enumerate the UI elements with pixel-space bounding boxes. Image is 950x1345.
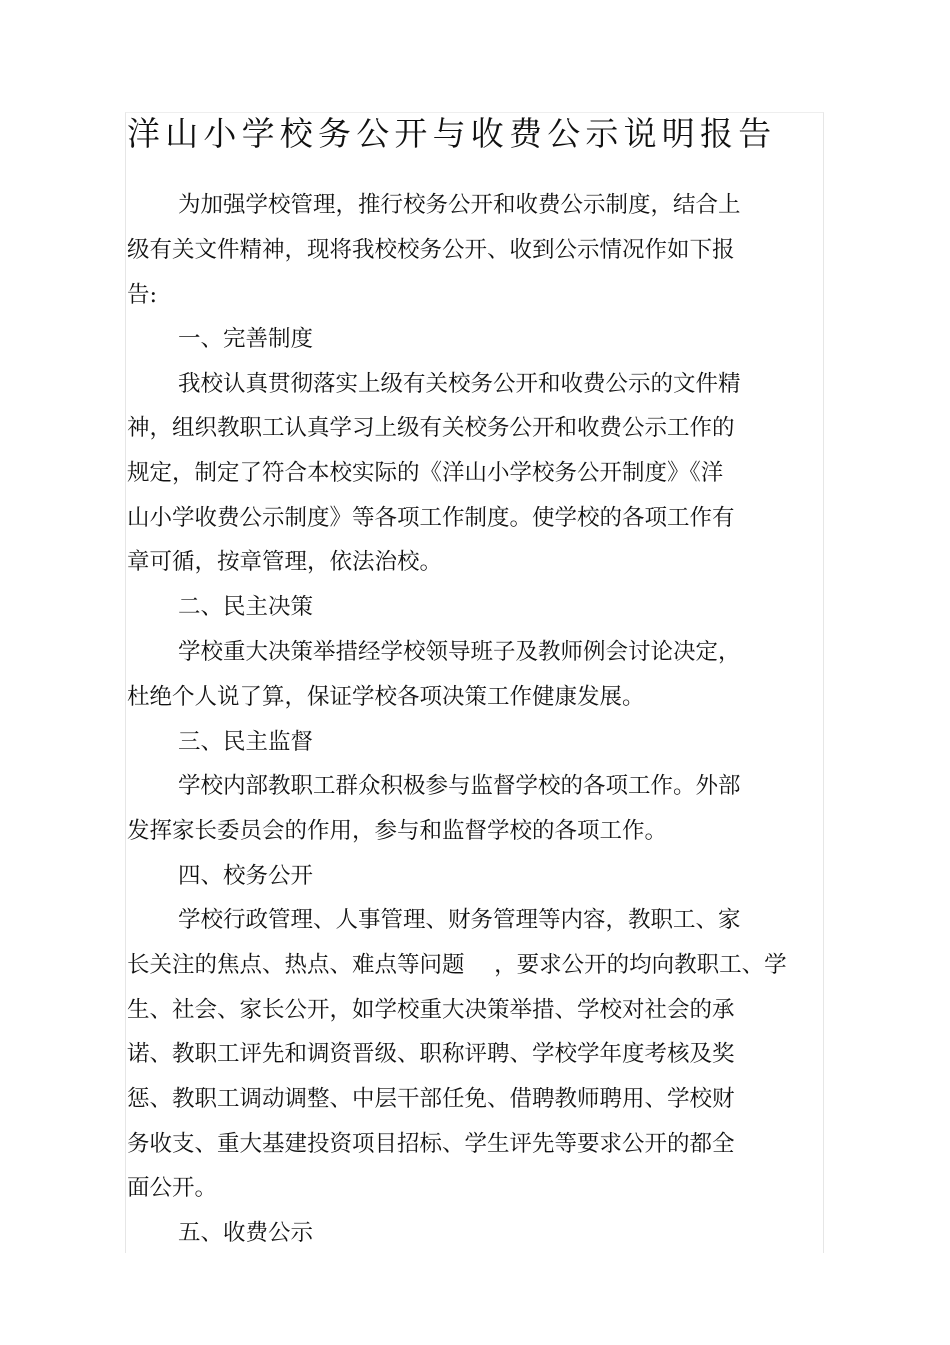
document-title: 洋山小学校务公开与收费公示说明报告 bbox=[127, 114, 777, 153]
paragraph-line: 惩、教职工调动调整、中层干部任免、借聘教师聘用、学校财 bbox=[127, 1086, 735, 1112]
paragraph-line: 我校认真贯彻落实上级有关校务公开和收费公示的文件精 bbox=[178, 371, 741, 397]
paragraph-line: 学校内部教职工群众积极参与监督学校的各项工作。外部 bbox=[178, 773, 741, 799]
section-heading: 三、民主监督 bbox=[178, 729, 314, 755]
paragraph-line: 山小学收费公示制度》等各项工作制度。使学校的各项工作有 bbox=[127, 505, 735, 531]
section-heading: 四、校务公开 bbox=[178, 863, 314, 889]
paragraph-line: 面公开。 bbox=[127, 1175, 218, 1201]
paragraph-line: 学校重大决策举措经学校领导班子及教师例会讨论决定， bbox=[178, 639, 741, 665]
paragraph-line: 学校行政管理、人事管理、财务管理等内容，教职工、家 bbox=[178, 907, 741, 933]
paragraph-line: 告: bbox=[127, 282, 158, 308]
section-heading: 二、民主决策 bbox=[178, 594, 314, 620]
paragraph-line: 神，组织教职工认真学习上级有关校务公开和收费公示工作的 bbox=[127, 415, 735, 441]
paragraph-line: 发挥家长委员会的作用，参与和监督学校的各项工作。 bbox=[127, 818, 668, 844]
paragraph-line: 级有关文件精神，现将我校校务公开、收到公示情况作如下报 bbox=[127, 237, 735, 263]
paragraph-line: 长关注的焦点、热点、难点等问题 ，要求公开的均向教职工、学 bbox=[127, 952, 787, 978]
paragraph-line: 诺、教职工评先和调资晋级、职称评聘、学校学年度考核及奖 bbox=[127, 1041, 735, 1067]
paragraph-line: 务收支、重大基建投资项目招标、学生评先等要求公开的都全 bbox=[127, 1131, 735, 1157]
paragraph-line: 生、社会、家长公开，如学校重大决策举措、学校对社会的承 bbox=[127, 997, 735, 1023]
paragraph-line: 为加强学校管理，推行校务公开和收费公示制度，结合上 bbox=[178, 192, 741, 218]
paragraph-line: 杜绝个人说了算，保证学校各项决策工作健康发展。 bbox=[127, 684, 645, 710]
section-heading: 五、收费公示 bbox=[178, 1220, 314, 1246]
paragraph-line: 规定，制定了符合本校实际的《洋山小学校务公开制度》《洋 bbox=[127, 460, 724, 486]
section-heading: 一、完善制度 bbox=[178, 326, 314, 352]
paragraph-line: 章可循，按章管理，依法治校。 bbox=[127, 549, 443, 575]
